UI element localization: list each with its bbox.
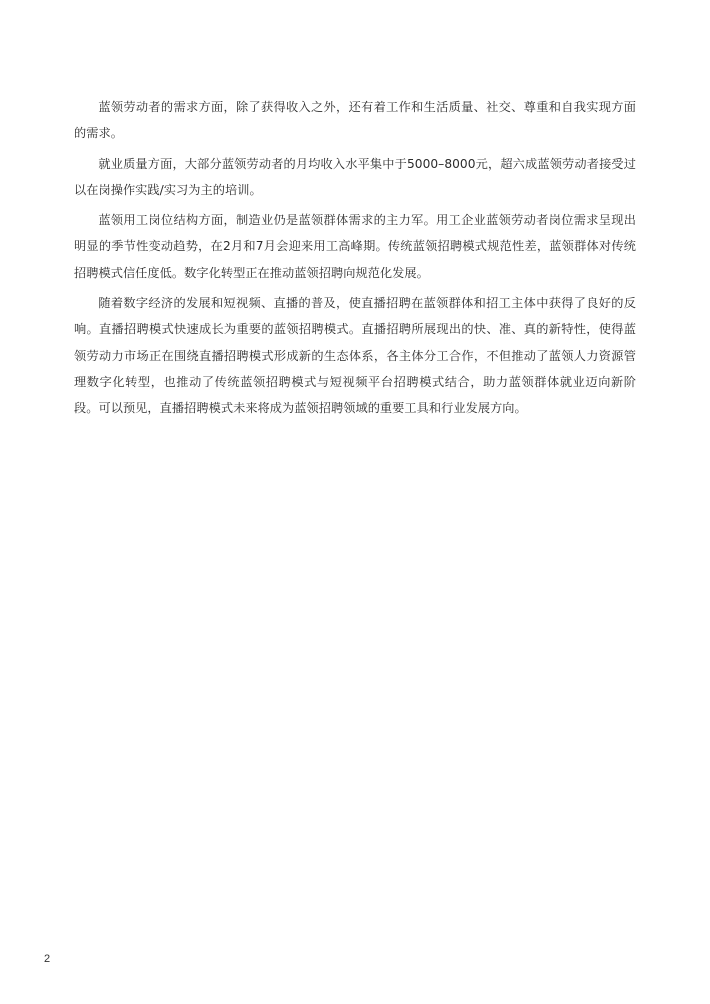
body-text [74, 94, 636, 426]
paragraph-employment-quality: 就业质量方面，大部分蓝领劳动者的月均收入水平集中于5000–8000元，超六成蓝领劳动者接受过以在岗操作实践/实习为主的培训。 [74, 156, 636, 197]
page-number: 2 [44, 953, 51, 965]
paragraph-live-recruitment: 随着数字经济的发展和短视频、直播的普及，使直播招聘在蓝领群体和招工主体中获得了良好的反响。直播招聘模式快速成长为重要的蓝领招聘模式。直播招聘所展现出的快、准、真的新特性，使得蓝领劳动力市场正在围绕直播招聘模式形成新的生态体系，各主体分工合作，不但推动了蓝领人力资源管理数字化转型，也推动了传统蓝领招聘模式与短视频平台招聘模式结合，助力蓝领群体就业迈向新阶段。可以预见，直播招聘模式未来将成为蓝领招聘领域的重要工具和行业发展方向。 [74, 296, 636, 416]
paragraph-needs: 蓝领劳动者的需求方面，除了获得收入之外，还有着工作和生活质量、社交、尊重和自我实现方面的需求。 [74, 100, 636, 141]
paragraph-job-structure: 蓝领用工岗位结构方面，制造业仍是蓝领群体需求的主力军。用工企业蓝领劳动者岗位需求呈现出明显的季节性变动趋势，在2月和7月会迎来用工高峰期。传统蓝领招聘模式规范性差，蓝领群体对传统招聘模式信任度低。数字化转型正在推动蓝领招聘向规范化发展。 [74, 213, 636, 280]
